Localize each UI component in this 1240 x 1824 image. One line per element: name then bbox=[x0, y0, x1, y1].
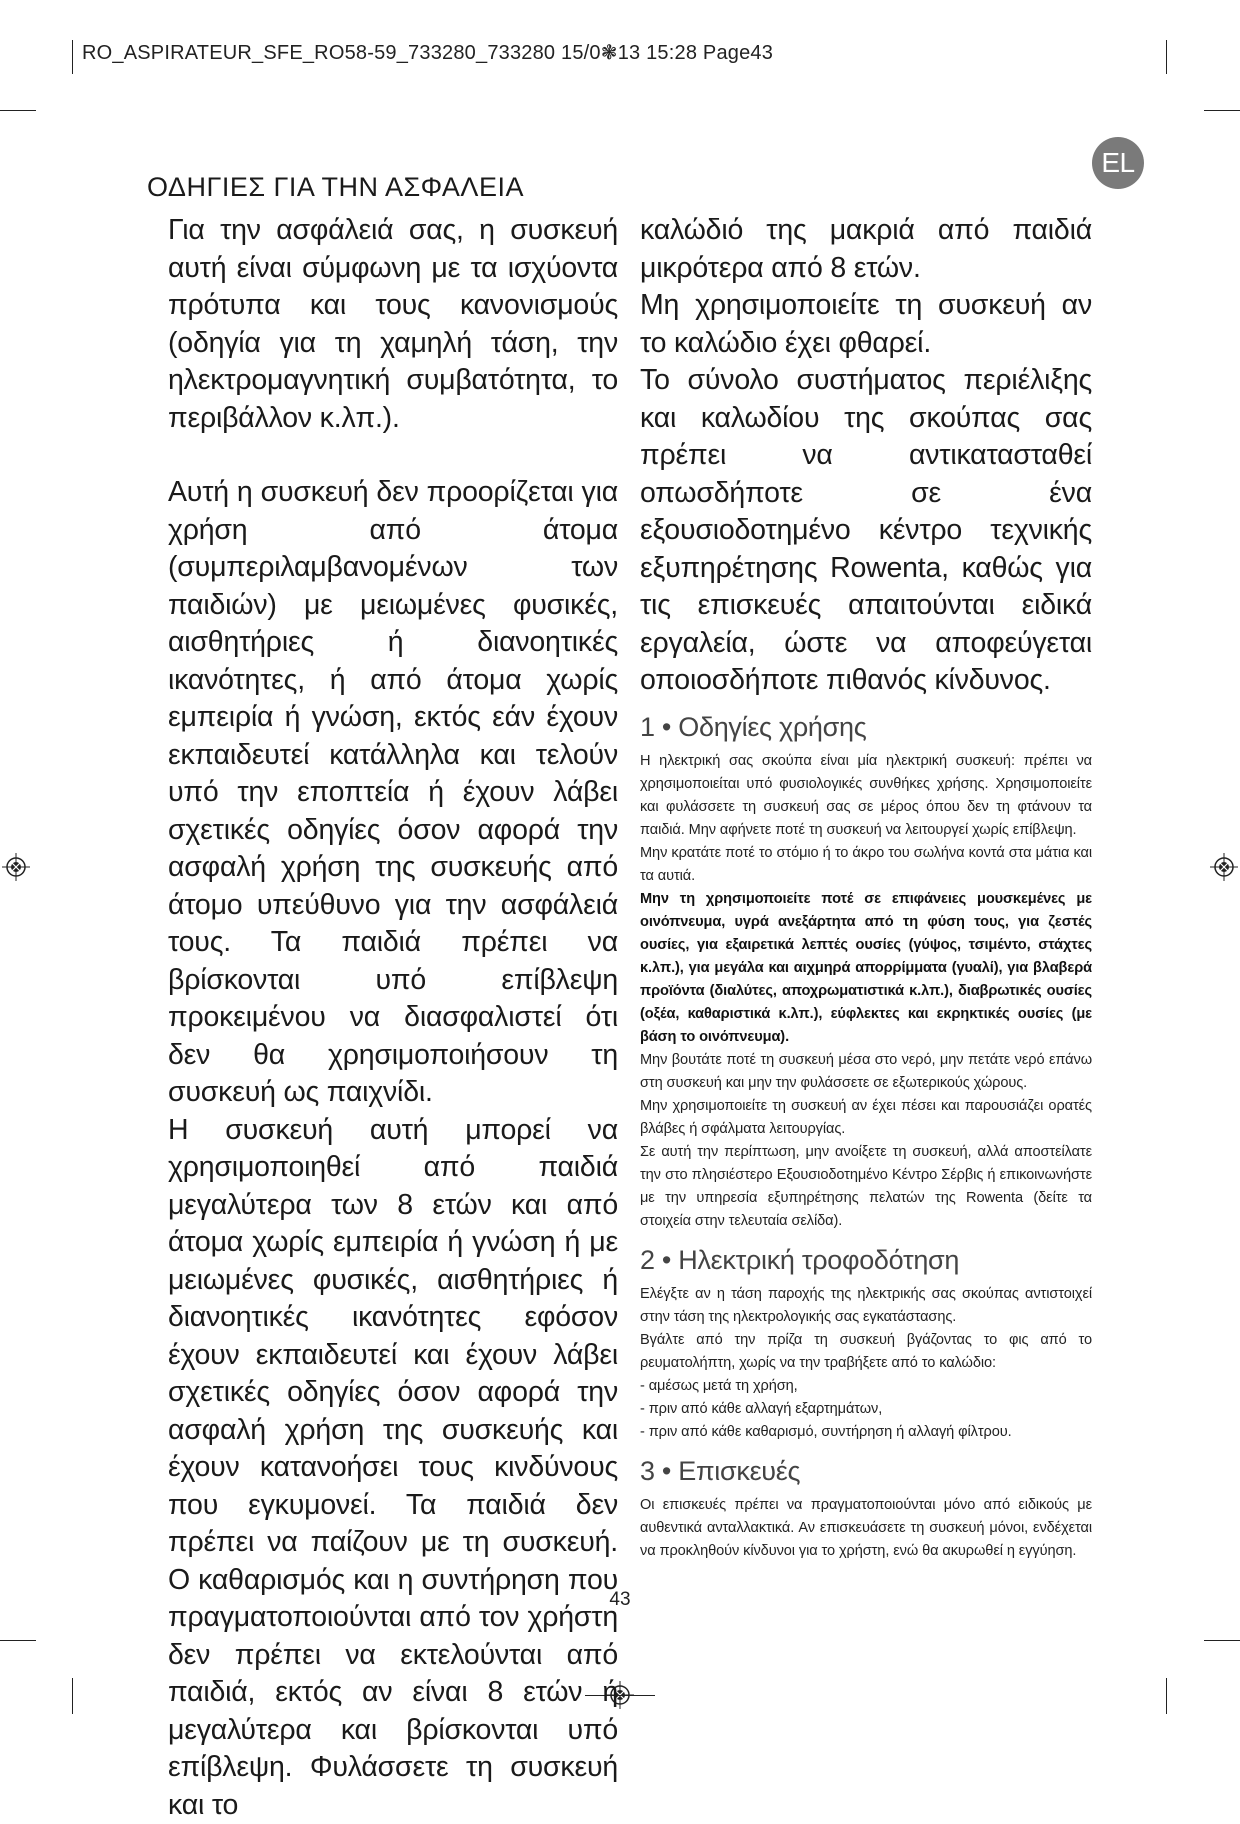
left-column bbox=[168, 212, 618, 1824]
crop-mark-bottom-left-horizontal bbox=[0, 1640, 36, 1641]
safety-paragraph: Για την ασφάλειά σας, η συσκευή αυτή είναι σύμφωνη με τα ισχύοντα πρότυπα και τους κανονισμούς (οδηγία για τη χαμηλή τάση, την ηλεκτρομαγνητική συμβατότητα, το περιβάλλον κ.λπ.). bbox=[168, 212, 618, 437]
power-paragraph: Ελέγξτε αν η τάση παροχής της ηλεκτρικής σας σκούπας αντιστοιχεί στην τάση της ηλεκτρολογικής σας εγκατάστασης. bbox=[640, 1283, 1092, 1329]
crop-mark-top-right-vertical bbox=[1166, 40, 1167, 74]
safety-paragraph: καλώδιό της μακριά από παιδιά μικρότερα από 8 ετών. bbox=[640, 212, 1092, 287]
usage-paragraph: Μην βουτάτε ποτέ τη συσκευή μέσα στο νερό, μην πετάτε νερό επάνω στη συσκευή και μην την φυλάσσετε σε εξωτερικούς χώρους. bbox=[640, 1049, 1092, 1095]
crop-mark-top-left-horizontal bbox=[0, 110, 36, 111]
crop-mark-top-right-horizontal bbox=[1204, 110, 1240, 111]
list-item: - αμέσως μετά τη χρήση, bbox=[640, 1375, 1092, 1398]
safety-paragraph: Αυτή η συσκευή δεν προορίζεται για χρήση από άτομα (συμπεριλαμβανομένων των παιδιών) με μειωμένες φυσικές, αισθητήριες ή διανοητικές ικανότητες, ή από άτομα χωρίς εμπειρία ή γνώση, εκτός εάν έχουν εκπαιδευτεί κατάλληλα και τελούν υπό την εποπτεία ή έχουν λάβει σχετικές οδηγίες όσον αφορά την ασφαλή χρήση της συσκευής από άτομο υπεύθυνο για την ασφάλειά τους. Τα παιδιά πρέπει να βρίσκονται υπό επίβλεψη προκειμένου να διασφαλιστεί ότι δεν θα χρησιμοποιήσουν τη συσκευή ως παιχνίδι. bbox=[168, 474, 618, 1112]
usage-paragraph: Η ηλεκτρική σας σκούπα είναι μία ηλεκτρική συσκευή: πρέπει να χρησιμοποιείται υπό φυσιολογικές συνθήκες χρήσης. Χρησιμοποιείτε και φυλάσσετε τη συσκευή σας σε μέρος όπου δεν τη φτάνουν τα παιδιά. Μην αφήνετε ποτέ τη συσκευή να λειτουργεί χωρίς επίβλεψη. bbox=[640, 750, 1092, 842]
crop-mark-bottom-right-vertical bbox=[1166, 1678, 1167, 1714]
crop-mark-bottom-left-vertical bbox=[72, 1678, 73, 1714]
usage-paragraph: Σε αυτή την περίπτωση, μην ανοίξετε τη συσκευή, αλλά αποστείλατε την στο πλησιέστερο Εξουσιοδοτημένο Κέντρο Σέρβις ή επικοινωνήστε με την υπηρεσία εξυπηρέτησης πελατών της Rowenta (δείτε τα στοιχεία στην τελευταία σελίδα). bbox=[640, 1141, 1092, 1233]
print-slug: RO_ASPIRATEUR_SFE_RO58-59_733280_733280 15/0❃13 15:28 Page43 bbox=[82, 40, 773, 65]
section-title-power: 2 • Ηλεκτρική τροφοδότηση bbox=[640, 1243, 1092, 1277]
safety-paragraph: Η συσκευή αυτή μπορεί να χρησιμοποιηθεί από παιδιά μεγαλύτερα των 8 ετών και από άτομα χωρίς εμπειρία ή γνώση ή με μειωμένες φυσικές, αισθητήριες ή διανοητικές ικανότητες εφόσον έχουν εκπαιδευτεί και έχουν λάβει σχετικές οδηγίες όσον αφορά την ασφαλή χρήση της συσκευής και έχουν κατανοήσει τους κινδύνους που εγκυμονεί. Τα παιδιά δεν πρέπει να παίζουν με τη συσκευή. Ο καθαρισμός και η συντήρηση που πραγματοποιούνται από τον χρήστη δεν πρέπει να εκτελούνται από παιδιά, εκτός αν είναι 8 ετών ή μεγαλύτερα και βρίσκονται υπό επίβλεψη. Φυλάσσετε τη συσκευή και το bbox=[168, 1112, 618, 1824]
list-item: - πριν από κάθε αλλαγή εξαρτημάτων, bbox=[640, 1398, 1092, 1421]
safety-paragraph: Μη χρησιμοποιείτε τη συσκευή αν το καλώδιο έχει φθαρεί. bbox=[640, 287, 1092, 362]
usage-paragraph: Μην χρησιμοποιείτε τη συσκευή αν έχει πέσει και παρουσιάζει ορατές βλάβες ή σφάλματα λειτουργίας. bbox=[640, 1095, 1092, 1141]
crop-mark-top-left-vertical bbox=[72, 40, 73, 74]
page-number: 43 bbox=[0, 1589, 1240, 1611]
section-title-usage: 1 • Οδηγίες χρήσης bbox=[640, 710, 1092, 744]
language-badge: EL bbox=[1092, 137, 1144, 189]
power-paragraph: Βγάλτε από την πρίζα τη συσκευή βγάζοντας το φις από το ρευματολήπτη, χωρίς να την τραβήξετε από το καλώδιο: bbox=[640, 1329, 1092, 1375]
usage-warning: Μην τη χρησιμοποιείτε ποτέ σε επιφάνειες μουσκεμένες με οινόπνευμα, υγρά ανεξάρτητα από τη φύση τους, για ζεστές ουσίες, για εξαιρετικά λεπτές ουσίες (γύψος, τσιμέντο, στάχτες κ.λπ.), για μεγάλα και αιχμηρά απορρίμματα (γυαλί), για βλαβερά προϊόντα (διαλύτες, αποχρωματιστικά κ.λπ.), διαβρωτικές ουσίες (οξέα, καθαριστικά κ.λπ.), εύφλεκτες και εκρηκτικές ουσίες (με βάση το οινόπνευμα). bbox=[640, 888, 1092, 1049]
safety-paragraph: Το σύνολο συστήματος περιέλιξης και καλωδίου της σκούπας σας πρέπει να αντικατασταθεί οπωσδήποτε σε ένα εξουσιοδοτημένο κέντρο τεχνικής εξυπηρέτησης Rowenta, καθώς για τις επισκευές απαιτούνται ειδικά εργαλεία, ώστε να αποφεύγεται οποιοσδήποτε πιθανός κίνδυνος. bbox=[640, 362, 1092, 700]
repairs-paragraph: Οι επισκευές πρέπει να πραγματοποιούνται μόνο από ειδικούς με αυθεντικά ανταλλακτικά. Αν επισκευάσετε τη συσκευή μόνοι, ενδέχεται να προκληθούν κίνδυνοι για το χρήστη, ενώ θα ακυρωθεί η εγγύηση. bbox=[640, 1494, 1092, 1563]
section-title-repairs: 3 • Επισκευές bbox=[640, 1454, 1092, 1488]
registration-mark-icon bbox=[2, 853, 30, 881]
crop-mark-bottom-right-horizontal bbox=[1204, 1640, 1240, 1641]
list-item: - πριν από κάθε καθαρισμό, συντήρηση ή αλλαγή φίλτρου. bbox=[640, 1421, 1092, 1444]
safety-title: ΟΔΗΓΙΕΣ ΓΙΑ ΤΗΝ ΑΣΦΑΛΕΙΑ bbox=[147, 172, 524, 203]
usage-paragraph: Μην κρατάτε ποτέ το στόμιο ή το άκρο του σωλήνα κοντά στα μάτια και τα αυτιά. bbox=[640, 842, 1092, 888]
right-column bbox=[640, 212, 1092, 1563]
registration-mark-icon bbox=[1210, 853, 1238, 881]
